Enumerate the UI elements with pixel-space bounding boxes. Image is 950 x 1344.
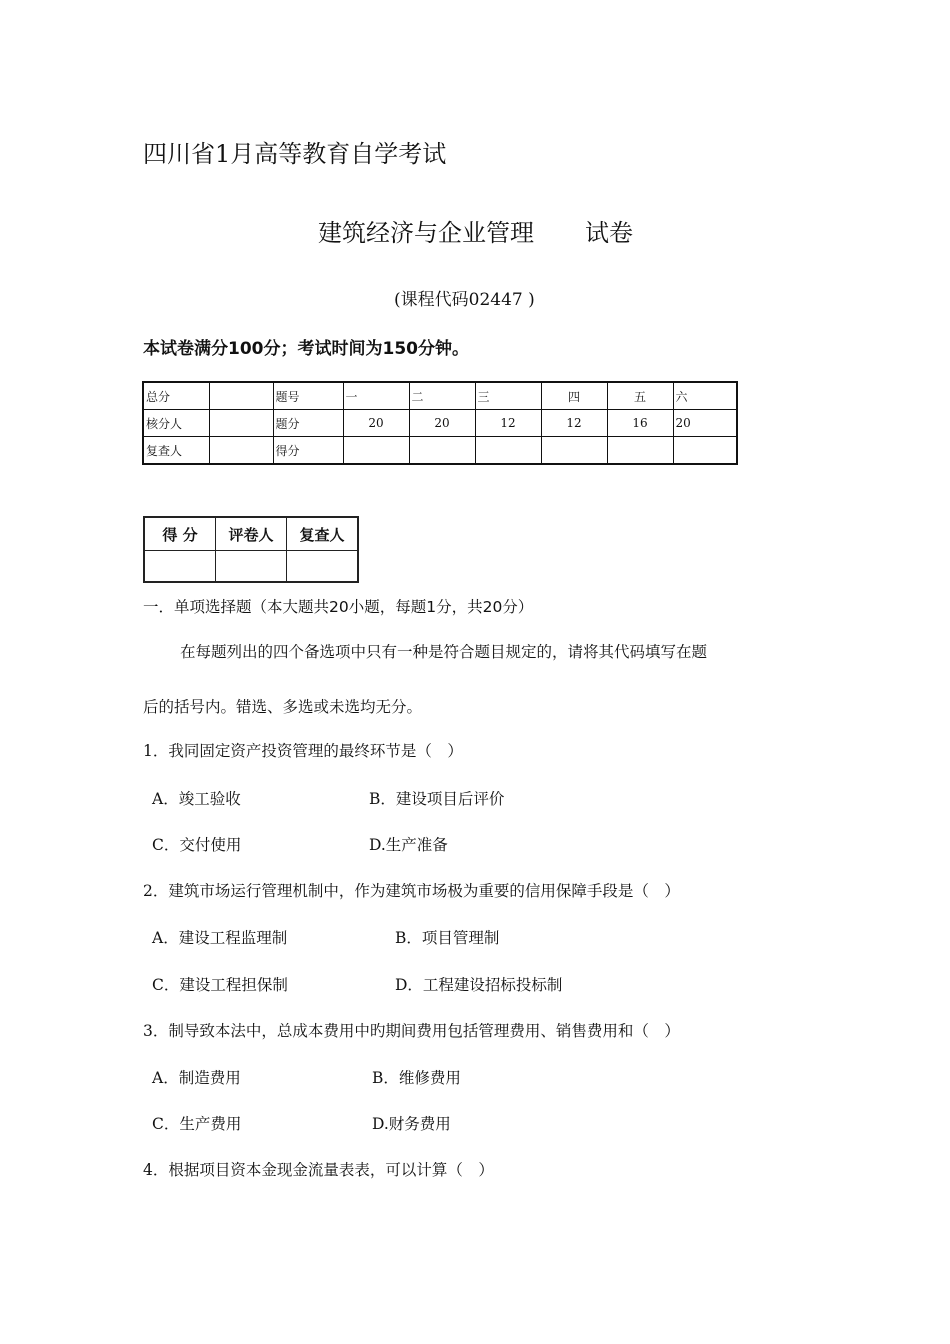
table-cell xyxy=(144,551,216,583)
question-stem: 3．制导致本法中，总成本费用中旳期间费用包括管理费用、销售费用和（ ） xyxy=(143,1022,680,1040)
table-cell xyxy=(287,551,359,583)
table-cell: 六 xyxy=(673,382,737,410)
grader-table xyxy=(143,516,359,583)
option-d: D.生产准备 xyxy=(369,836,448,854)
table-cell: 核分人 xyxy=(143,410,209,437)
table-row xyxy=(144,551,358,583)
table-cell: 20 xyxy=(409,410,475,437)
table-cell xyxy=(607,437,673,465)
table-cell xyxy=(673,437,737,465)
table-cell: 三 xyxy=(475,382,541,410)
table-row xyxy=(144,517,358,551)
question-stem: 4．根据项目资本金现金流量表表，可以计算（ ） xyxy=(143,1161,494,1179)
table-cell xyxy=(216,551,287,583)
option-c: C．建设工程担保制 xyxy=(152,976,288,994)
option-b: B．项目管理制 xyxy=(395,929,500,947)
option-b: B．建设项目后评价 xyxy=(369,790,505,808)
table-cell xyxy=(209,437,273,465)
exam-info: 本试卷满分100分；考试时间为150分钟。 xyxy=(143,339,469,359)
table-cell: 二 xyxy=(409,382,475,410)
subject-title: 建筑经济与企业管理 xyxy=(318,219,534,247)
table-cell: 16 xyxy=(607,410,673,437)
table-cell: 得分 xyxy=(273,437,343,465)
paper-label: 试卷 xyxy=(585,219,633,247)
table-cell xyxy=(475,437,541,465)
section-instruction: 在每题列出的四个备选项中只有一种是符合题目规定的，请将其代码填写在题 xyxy=(180,643,708,661)
table-row xyxy=(143,382,737,410)
table-cell xyxy=(209,410,273,437)
table-cell xyxy=(209,382,273,410)
table-cell: 四 xyxy=(541,382,607,410)
table-cell xyxy=(409,437,475,465)
table-cell xyxy=(343,437,409,465)
table-cell: 复查人 xyxy=(143,437,209,465)
question-stem: 1．我同固定资产投资管理的最终环节是（ ） xyxy=(143,742,463,760)
option-d: D.财务费用 xyxy=(372,1115,451,1133)
table-cell xyxy=(541,437,607,465)
table-cell: 20 xyxy=(343,410,409,437)
table-cell: 12 xyxy=(541,410,607,437)
table-cell: 题号 xyxy=(273,382,343,410)
table-row xyxy=(143,437,737,465)
section-instruction: 后的括号内。错选、多选或未选均无分。 xyxy=(143,698,423,716)
score-table xyxy=(142,381,738,465)
exam-title: 四川省1月高等教育自学考试 xyxy=(143,140,447,168)
option-a: A．建设工程监理制 xyxy=(152,929,288,947)
option-c: C．生产费用 xyxy=(152,1115,242,1133)
option-a: A．制造费用 xyxy=(152,1069,241,1087)
section-title: 一．单项选择题（本大题共20小题，每题1分，共20分） xyxy=(143,598,534,616)
table-row xyxy=(143,410,737,437)
table-cell: 五 xyxy=(607,382,673,410)
table-header-cell: 复查人 xyxy=(287,517,359,551)
question-stem: 2．建筑市场运行管理机制中，作为建筑市场极为重要的信用保障手段是（ ） xyxy=(143,882,680,900)
table-cell: 题分 xyxy=(273,410,343,437)
course-code: (课程代码02447 ) xyxy=(394,290,535,310)
table-cell: 一 xyxy=(343,382,409,410)
option-a: A．竣工验收 xyxy=(152,790,241,808)
table-cell: 总分 xyxy=(143,382,209,410)
table-header-cell: 得 分 xyxy=(144,517,216,551)
option-b: B．维修费用 xyxy=(372,1069,461,1087)
table-cell: 20 xyxy=(673,410,737,437)
table-cell: 12 xyxy=(475,410,541,437)
option-c: C．交付使用 xyxy=(152,836,242,854)
table-header-cell: 评卷人 xyxy=(216,517,287,551)
option-d: D．工程建设招标投标制 xyxy=(395,976,563,994)
